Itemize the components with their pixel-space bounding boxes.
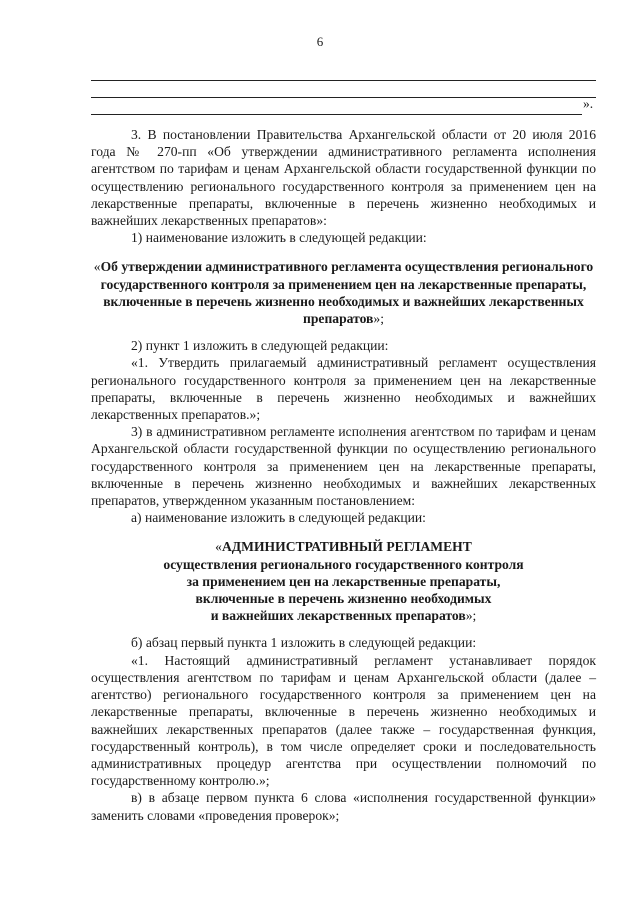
blank-line-2 [91,97,596,98]
heading-1-text: Об утверждении административного регламента осуществления регионального государственного контроля за применением цен на лекарственные препараты, включенные в перечень жизненно необходимых и важнейших лекарственных препаратов [100,259,594,327]
item-a: а) наименование изложить в следующей редакции: [131,510,426,526]
heading-2-line-3: за применением цен на лекарственные препараты, [186,573,501,589]
heading-2-line-1 [91,538,596,555]
blank-line-end-mark: ». [583,96,594,111]
page-number: 6 [316,34,324,49]
item-2: 2) пункт 1 изложить в следующей редакции: [131,338,389,354]
heading-2-line-5-text: и важнейших лекарственных препаратов [210,608,466,624]
blank-line-3 [91,114,582,115]
heading-2-open-quote: « [215,539,222,555]
item-1: 1) наименование изложить в следующей редакции: [131,230,427,246]
heading-2-line-5 [91,607,596,624]
heading-1 [91,258,596,327]
item-3: 3) в административном регламенте исполнения агентством по тарифам и ценам Архангельской области государственной функции по осуществлению регионального государственного контроля за применением цен на лекарственные препараты, включенные в перечень жизненно необходимых и важнейших лекарственных препаратов, утвержденном указанным постановлением: [91,424,596,509]
item-v: в) в абзаце первом пункта 6 слова «исполнения государственной функции» заменить словами «проведения проверок»; [91,790,596,823]
document-body [91,126,596,824]
heading-2 [91,538,596,624]
heading-2-close-quote: »; [465,608,477,624]
heading-1-open-quote: « [93,259,101,275]
heading-1-close-quote: »; [373,311,384,327]
heading-2-title: АДМИНИСТРАТИВНЫЙ РЕГЛАМЕНТ [221,539,472,555]
heading-2-line-2: осуществления регионального государственного контроля [163,556,524,572]
blank-line-1 [91,80,596,81]
paragraph-3: 3. В постановлении Правительства Архангельской области от 20 июля 2016 года № 270-пп «Об утверждении административного регламента исполнения агентством по тарифам и ценам Архангельской области государственной функции по осуществлению регионального государственного контроля за применением цен на лекарственные препараты, включенные в перечень жизненно необходимых и важнейших лекарственных препаратов»: [91,127,596,229]
item-b-text: «1. Настоящий административный регламент устанавливает порядок осуществления агентством по тарифам и ценам Архангельской области (далее – агентство) регионального государственного контроля за применением цен на лекарственные препараты, включенные в перечень жизненно необходимых и важнейших лекарственных препаратов (далее также – государственная функция, государственный контроль), в том числе определяет сроки и последовательность административных процедур агентства при осуществлении полномочий по государственному контролю.»; [91,652,596,789]
item-2-text: «1. Утвердить прилагаемый административный регламент осуществления регионального государственного контроля за применением цен на лекарственные препараты, включенные в перечень жизненно необходимых и важнейших лекарственных препаратов.»; [91,355,596,423]
heading-2-line-4: включенные в перечень жизненно необходимых [195,591,492,607]
item-b: б) абзац первый пункта 1 изложить в следующей редакции: [131,635,477,651]
